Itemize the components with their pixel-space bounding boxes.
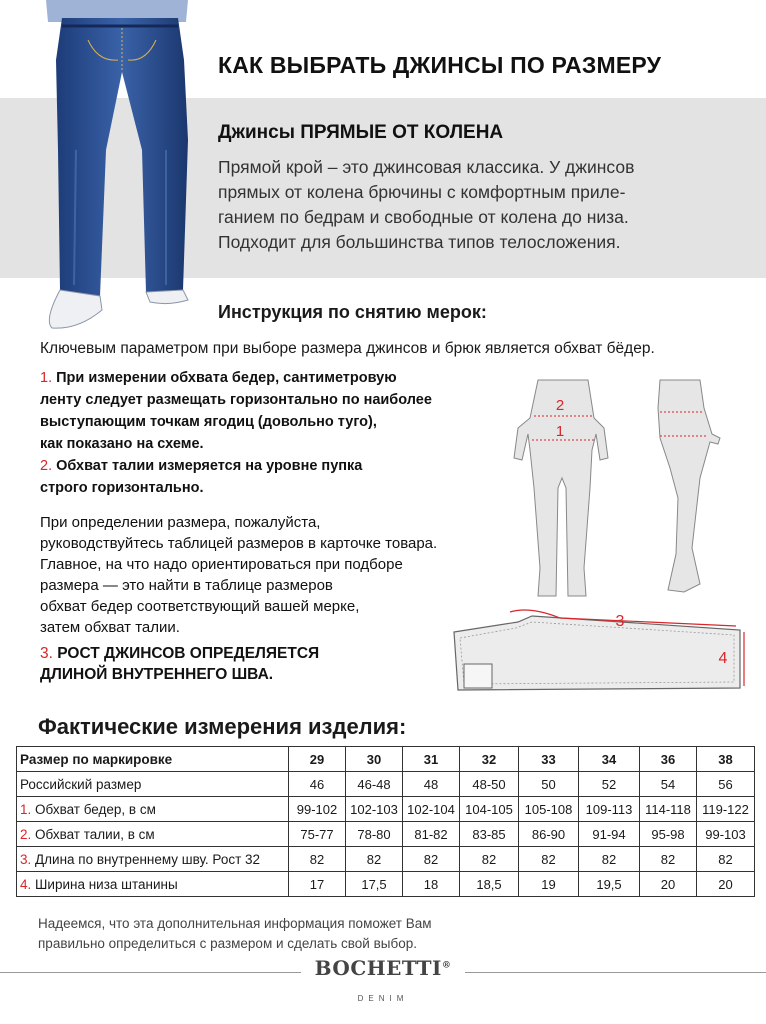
table-cell: 83-85 — [460, 822, 519, 847]
guidance-line: размера — это найти в таблице размеров — [40, 577, 333, 594]
table-cell: 105-108 — [519, 797, 579, 822]
step3-line: ДЛИНОЙ ВНУТРЕННЕГО ШВА. — [40, 666, 274, 683]
table-cell: 81-82 — [403, 822, 460, 847]
table-cell: 46 — [289, 772, 346, 797]
table-cell: 19,5 — [579, 872, 640, 897]
table-header-cell: 38 — [697, 747, 755, 772]
page-title: КАК ВЫБРАТЬ ДЖИНСЫ ПО РАЗМЕРУ — [218, 52, 662, 78]
intro-line: Прямой крой – это джинсовая классика. У джинсов — [218, 157, 635, 177]
table-cell: 48-50 — [460, 772, 519, 797]
jeans-type-title: Джинсы ПРЯМЫЕ ОТ КОЛЕНА — [218, 122, 504, 143]
table-header-cell: 34 — [579, 747, 640, 772]
step1-line: 1. При измерении обхвата бедер, сантиметровую — [40, 370, 397, 386]
step1-line: ленту следует размещать горизонтально по наиболее — [40, 392, 432, 408]
table-cell: 82 — [403, 847, 460, 872]
row-label: 2. Обхват талии, в см — [17, 822, 289, 847]
table-cell: 82 — [346, 847, 403, 872]
guidance-line: Главное, на что надо ориентироваться при подборе — [40, 556, 403, 573]
table-row — [17, 847, 755, 872]
table-header-cell: 32 — [460, 747, 519, 772]
table-header-cell: 33 — [519, 747, 579, 772]
table-cell: 78-80 — [346, 822, 403, 847]
size-table — [16, 746, 755, 897]
table-row — [17, 872, 755, 897]
jeans-model-illustration — [38, 0, 198, 335]
table-cell: 102-103 — [346, 797, 403, 822]
instructions-title: Инструкция по снятию мерок: — [218, 302, 487, 322]
table-cell: 56 — [697, 772, 755, 797]
step1-line: выступающим точкам ягодиц (довольно туго), — [40, 414, 377, 430]
table-row — [17, 797, 755, 822]
intro-line: прямых от колена брючины с комфортным приле- — [218, 182, 626, 202]
footnote-line: Надеемся, что эта дополнительная информация поможет Вам — [38, 916, 432, 931]
table-header-cell: Размер по маркировке — [17, 747, 289, 772]
row-label: Российский размер — [17, 772, 289, 797]
table-cell: 17 — [289, 872, 346, 897]
table-cell: 20 — [697, 872, 755, 897]
table-cell: 48 — [403, 772, 460, 797]
label-4: 4 — [718, 650, 728, 667]
table-cell: 102-104 — [403, 797, 460, 822]
row-label: 4. Ширина низа штанины — [17, 872, 289, 897]
body-front-diagram — [508, 378, 618, 603]
table-cell: 82 — [519, 847, 579, 872]
table-cell: 114-118 — [640, 797, 697, 822]
key-parameter-text: Ключевым параметром при выборе размера джинсов и брюк является обхват бёдер. — [40, 340, 655, 357]
table-cell: 82 — [640, 847, 697, 872]
table-header-cell: 29 — [289, 747, 346, 772]
label-3: 3 — [615, 613, 625, 630]
table-cell: 86-90 — [519, 822, 579, 847]
table-header-cell: 30 — [346, 747, 403, 772]
guidance-line: При определении размера, пожалуйста, — [40, 514, 321, 531]
table-cell: 54 — [640, 772, 697, 797]
table-cell: 17,5 — [346, 872, 403, 897]
footnote-line: правильно определиться с размером и сделать свой выбор. — [38, 936, 417, 951]
intro-line: Подходит для большинства типов телосложения. — [218, 232, 621, 252]
table-cell: 99-103 — [697, 822, 755, 847]
table-cell: 82 — [460, 847, 519, 872]
step1-number: 1. — [40, 370, 53, 386]
table-cell: 20 — [640, 872, 697, 897]
guidance-line: обхват бедер соответствующий вашей мерке, — [40, 598, 360, 615]
table-cell: 82 — [289, 847, 346, 872]
trouser-leg-diagram — [440, 608, 750, 703]
intro-line: ганием по бедрам и свободные от колена до низа. — [218, 207, 629, 227]
guidance-line: руководствуйтесь таблицей размеров в карточке товара. — [40, 535, 438, 552]
table-header-row — [17, 747, 755, 772]
table-row — [17, 772, 755, 797]
table-cell: 104-105 — [460, 797, 519, 822]
table-cell: 82 — [697, 847, 755, 872]
row-label: 3. Длина по внутреннему шву. Рост 32 — [17, 847, 289, 872]
step2-line: 2. Обхват талии измеряется на уровне пупка — [40, 458, 363, 474]
step3-number: 3. — [40, 645, 53, 662]
body-side-diagram — [640, 378, 740, 603]
table-cell: 99-102 — [289, 797, 346, 822]
step2-line: строго горизонтально. — [40, 480, 204, 496]
brand-name: BOCHETTI — [314, 956, 442, 980]
table-cell: 75-77 — [289, 822, 346, 847]
table-header-cell: 36 — [640, 747, 697, 772]
brand-subtitle: DENIM — [357, 994, 409, 1003]
table-header-cell: 31 — [403, 747, 460, 772]
table-cell: 19 — [519, 872, 579, 897]
table-cell: 119-122 — [697, 797, 755, 822]
guidance-line: затем обхват талии. — [40, 619, 180, 636]
label-1: 1 — [555, 423, 565, 440]
table-cell: 82 — [579, 847, 640, 872]
table-cell: 18 — [403, 872, 460, 897]
measurements-title: Фактические измерения изделия: — [38, 714, 407, 739]
step2-number: 2. — [40, 458, 53, 474]
row-label: 1. Обхват бедер, в см — [17, 797, 289, 822]
table-cell: 50 — [519, 772, 579, 797]
step1-line: как показано на схеме. — [40, 436, 204, 452]
table-cell: 91-94 — [579, 822, 640, 847]
step3-line: 3. РОСТ ДЖИНСОВ ОПРЕДЕЛЯЕТСЯ — [40, 645, 320, 662]
brand-registered-mark: ® — [441, 960, 452, 971]
table-row — [17, 822, 755, 847]
table-cell: 18,5 — [460, 872, 519, 897]
label-2: 2 — [555, 397, 565, 414]
table-cell: 46-48 — [346, 772, 403, 797]
brand-logo — [0, 956, 766, 980]
table-cell: 109-113 — [579, 797, 640, 822]
table-cell: 52 — [579, 772, 640, 797]
table-cell: 95-98 — [640, 822, 697, 847]
